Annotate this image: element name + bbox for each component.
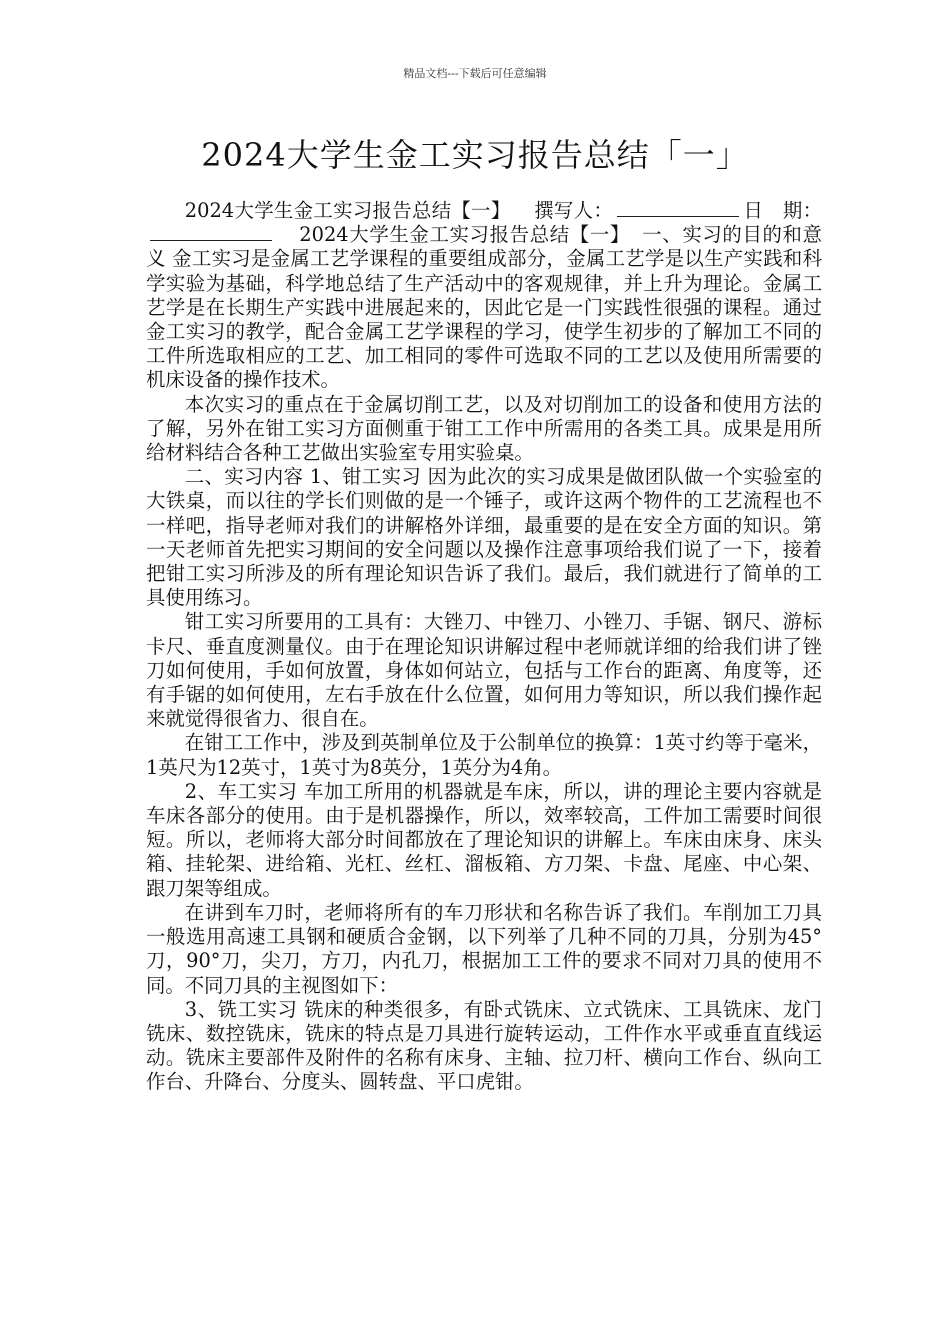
doc-name-repeat: 2024大学生金工实习报告总结【一】	[299, 223, 630, 247]
meta-line	[146, 199, 822, 393]
paragraph: 二、实习内容 1、钳工实习 因为此次的实习成果是做团队做一个实验室的大铁桌，而以往的学长们则做的是一个锤子，或许这两个物件的工艺流程也不一样吧，指导老师对我们的讲解格外详细，最重要的是在安全方面的知识。第一天老师首先把实习期间的安全问题以及操作注意事项给我们说了一下，接着把钳工实习所涉及的所有理论知识告诉了我们。最后，我们就进行了简单的工具使用练习。	[146, 465, 822, 610]
paragraph: 钳工实习所要用的工具有：大锉刀、中锉刀、小锉刀、手锯、钢尺、游标卡尺、垂直度测量仪。由于在理论知识讲解过程中老师就详细的给我们讲了锉刀如何使用，手如何放置，身体如何站立，包括与工作台的距离、角度等，还有手锯的如何使用，左右手放在什么位置，如何用力等知识，所以我们操作起来就觉得很省力、很自在。	[146, 610, 822, 731]
paragraph: 3、铣工实习 铣床的种类很多，有卧式铣床、立式铣床、工具铣床、龙门铣床、数控铣床，铣床的特点是刀具进行旋转运动，工件作水平或垂直直线运动。铣床主要部件及附件的名称有床身、主轴、拉刀杆、横向工作台、纵向工作台、升降台、分度头、圆转盘、平口虎钳。	[146, 997, 822, 1094]
date-blank	[150, 239, 272, 241]
date-label: 日 期：	[743, 199, 823, 222]
document-title: 2024大学生金工实习报告总结「一」	[201, 136, 749, 174]
paragraph: 2、车工实习 车加工所用的机器就是车床，所以，讲的理论主要内容就是车床各部分的使用。由于是机器操作，所以，效率较高，工件加工需要时间很短。所以，老师将大部分时间都放在了理论知识的讲解上。车床由床身、床头箱、挂轮架、进给箱、光杠、丝杠、溜板箱、方刀架、卡盘、尾座、中心架、跟刀架等组成。	[146, 779, 822, 900]
writer-blank	[617, 215, 739, 217]
doc-name: 2024大学生金工实习报告总结【一】	[184, 199, 511, 222]
page-header-note: 精品文档---下载后可任意编辑	[403, 67, 547, 80]
paragraph: 一、实习的目的和意义 金工实习是金属工艺学课程的重要组成部分，金属工艺学是以生产实践和科学实验为基础，科学地总结了生产活动中的客观规律，并上升为理论。金属工艺学是在长期生产实践中进展起来的，因此它是一门实践性很强的课程。通过金工实习的教学，配合金属工艺学课程的学习，使学生初步的了解加工不同的工件所选取相应的工艺、加工相同的零件可选取不同的工艺以及使用所需要的机床设备的操作技术。	[146, 223, 822, 392]
document-body	[146, 199, 822, 1095]
paragraph: 本次实习的重点在于金属切削工艺，以及对切削加工的设备和使用方法的了解，另外在钳工实习方面侧重于钳工工作中所需用的各类工具。成果是用所给材料结合各种工艺做出实验室专用实验桌。	[146, 392, 822, 465]
paragraph: 在钳工工作中，涉及到英制单位及于公制单位的换算：1英寸约等于毫米，1英尺为12英寸，1英寸为8英分，1英分为4角。	[146, 731, 822, 779]
writer-label: 撰写人：	[533, 199, 614, 222]
paragraph: 在讲到车刀时，老师将所有的车刀形状和名称告诉了我们。车削加工刀具一般选用高速工具钢和硬质合金钢，以下列举了几种不同的刀具，分别为45°刀，90°刀，尖刀，方刀，内孔刀，根据加工工件的要求不同对刀具的使用不同。不同刀具的主视图如下：	[146, 900, 822, 997]
